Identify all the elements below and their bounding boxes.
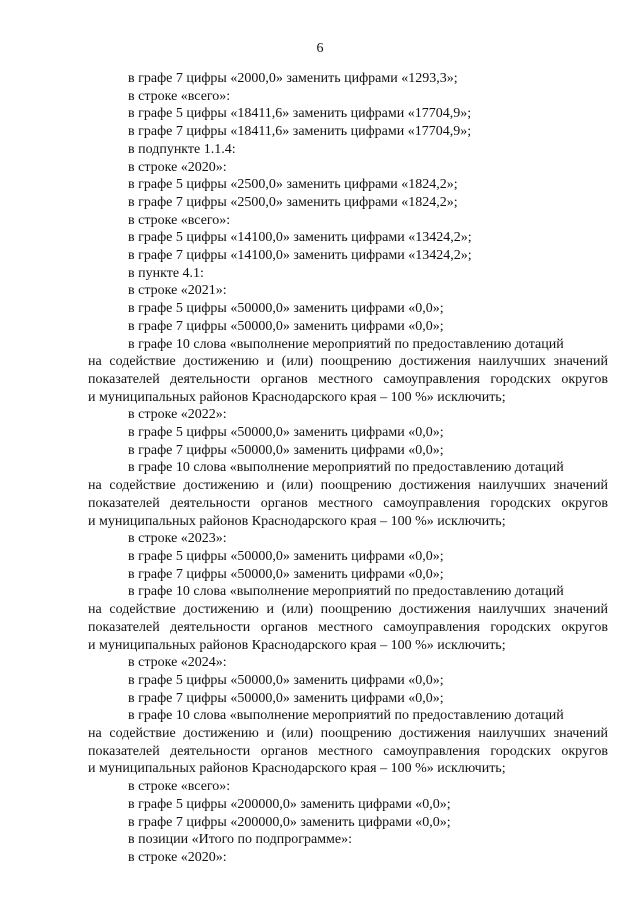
text-line: и муниципальных районов Краснодарского края – 100 %» исключить;	[88, 637, 506, 653]
text-line: в графе 5 цифры «200000,0» заменить цифрами «0,0»;	[128, 796, 451, 812]
text-line: показателей деятельности органов местного самоуправления городских округов	[88, 619, 608, 635]
text-line: в графе 5 цифры «14100,0» заменить цифрами «13424,2»;	[128, 230, 472, 246]
text-line: в строке «всего»:	[128, 779, 231, 795]
text-line: в строке «2022»:	[128, 407, 227, 423]
text-line: в графе 7 цифры «18411,6» заменить цифрами «17704,9»;	[128, 124, 472, 140]
text-line: в строке «2024»:	[128, 655, 227, 671]
paragraph-first-line: в графе 10 слова «выполнение мероприятий по предоставлению дотаций	[128, 460, 564, 476]
text-line: в строке «2020»:	[128, 849, 227, 865]
text-line: в позиции «Итого по подпрограмме»:	[128, 832, 353, 848]
text-line: в графе 7 цифры «50000,0» заменить цифрами «0,0»;	[128, 566, 444, 582]
text-line: показателей деятельности органов местного самоуправления городских округов	[88, 495, 608, 511]
text-line: в графе 5 цифры «50000,0» заменить цифрами «0,0»;	[128, 425, 444, 441]
text-line: в графе 7 цифры «2000,0» заменить цифрами «1293,3»;	[128, 71, 458, 86]
text-line: в строке «всего»:	[128, 88, 231, 104]
text-line: в графе 5 цифры «18411,6» заменить цифрами «17704,9»;	[128, 106, 472, 122]
text-line: на содействие достижению и (или) поощрению достижения наилучших значений	[88, 726, 608, 742]
paragraph-first-line: в графе 10 слова «выполнение мероприятий по предоставлению дотаций	[128, 584, 564, 600]
text-line: на содействие достижению и (или) поощрению достижения наилучших значений	[88, 354, 608, 370]
text-line: в графе 7 цифры «50000,0» заменить цифрами «0,0»;	[128, 690, 444, 706]
text-line: и муниципальных районов Краснодарского края – 100 %» исключить;	[88, 761, 506, 777]
text-line: в подпункте 1.1.4:	[128, 141, 236, 157]
text-line: и муниципальных районов Краснодарского края – 100 %» исключить;	[88, 513, 506, 529]
text-line: в графе 7 цифры «50000,0» заменить цифрами «0,0»;	[128, 318, 444, 334]
paragraph-first-line: в графе 10 слова «выполнение мероприятий по предоставлению дотаций	[128, 336, 564, 352]
text-line: в графе 7 цифры «50000,0» заменить цифрами «0,0»;	[128, 442, 444, 458]
text-line: на содействие достижению и (или) поощрению достижения наилучших значений	[88, 602, 608, 618]
paragraph-first-line: в графе 10 слова «выполнение мероприятий по предоставлению дотаций	[128, 708, 564, 724]
text-line: в графе 5 цифры «2500,0» заменить цифрами «1824,2»;	[128, 177, 458, 193]
text-line: в графе 7 цифры «200000,0» заменить цифрами «0,0»;	[128, 814, 451, 830]
text-line: и муниципальных районов Краснодарского края – 100 %» исключить;	[88, 389, 506, 405]
text-line: в строке «2023»:	[128, 531, 227, 547]
document-body	[0, 70, 640, 867]
text-line: в строке «2021»:	[128, 283, 227, 299]
text-line: показателей деятельности органов местного самоуправления городских округов	[88, 371, 608, 387]
text-line: в строке «всего»:	[128, 212, 231, 228]
text-line: в графе 5 цифры «50000,0» заменить цифрами «0,0»;	[128, 548, 444, 564]
text-line: в строке «2020»:	[128, 159, 227, 175]
text-line: в графе 7 цифры «14100,0» заменить цифрами «13424,2»;	[128, 248, 472, 264]
text-line: в пункте 4.1:	[128, 265, 204, 281]
text-line: в графе 5 цифры «50000,0» заменить цифрами «0,0»;	[128, 672, 444, 688]
page-number: 6	[316, 41, 324, 56]
text-line: в графе 5 цифры «50000,0» заменить цифрами «0,0»;	[128, 301, 444, 317]
text-line: показателей деятельности органов местного самоуправления городских округов	[88, 743, 608, 759]
text-line: в графе 7 цифры «2500,0» заменить цифрами «1824,2»;	[128, 194, 458, 210]
text-line: на содействие достижению и (или) поощрению достижения наилучших значений	[88, 478, 608, 494]
